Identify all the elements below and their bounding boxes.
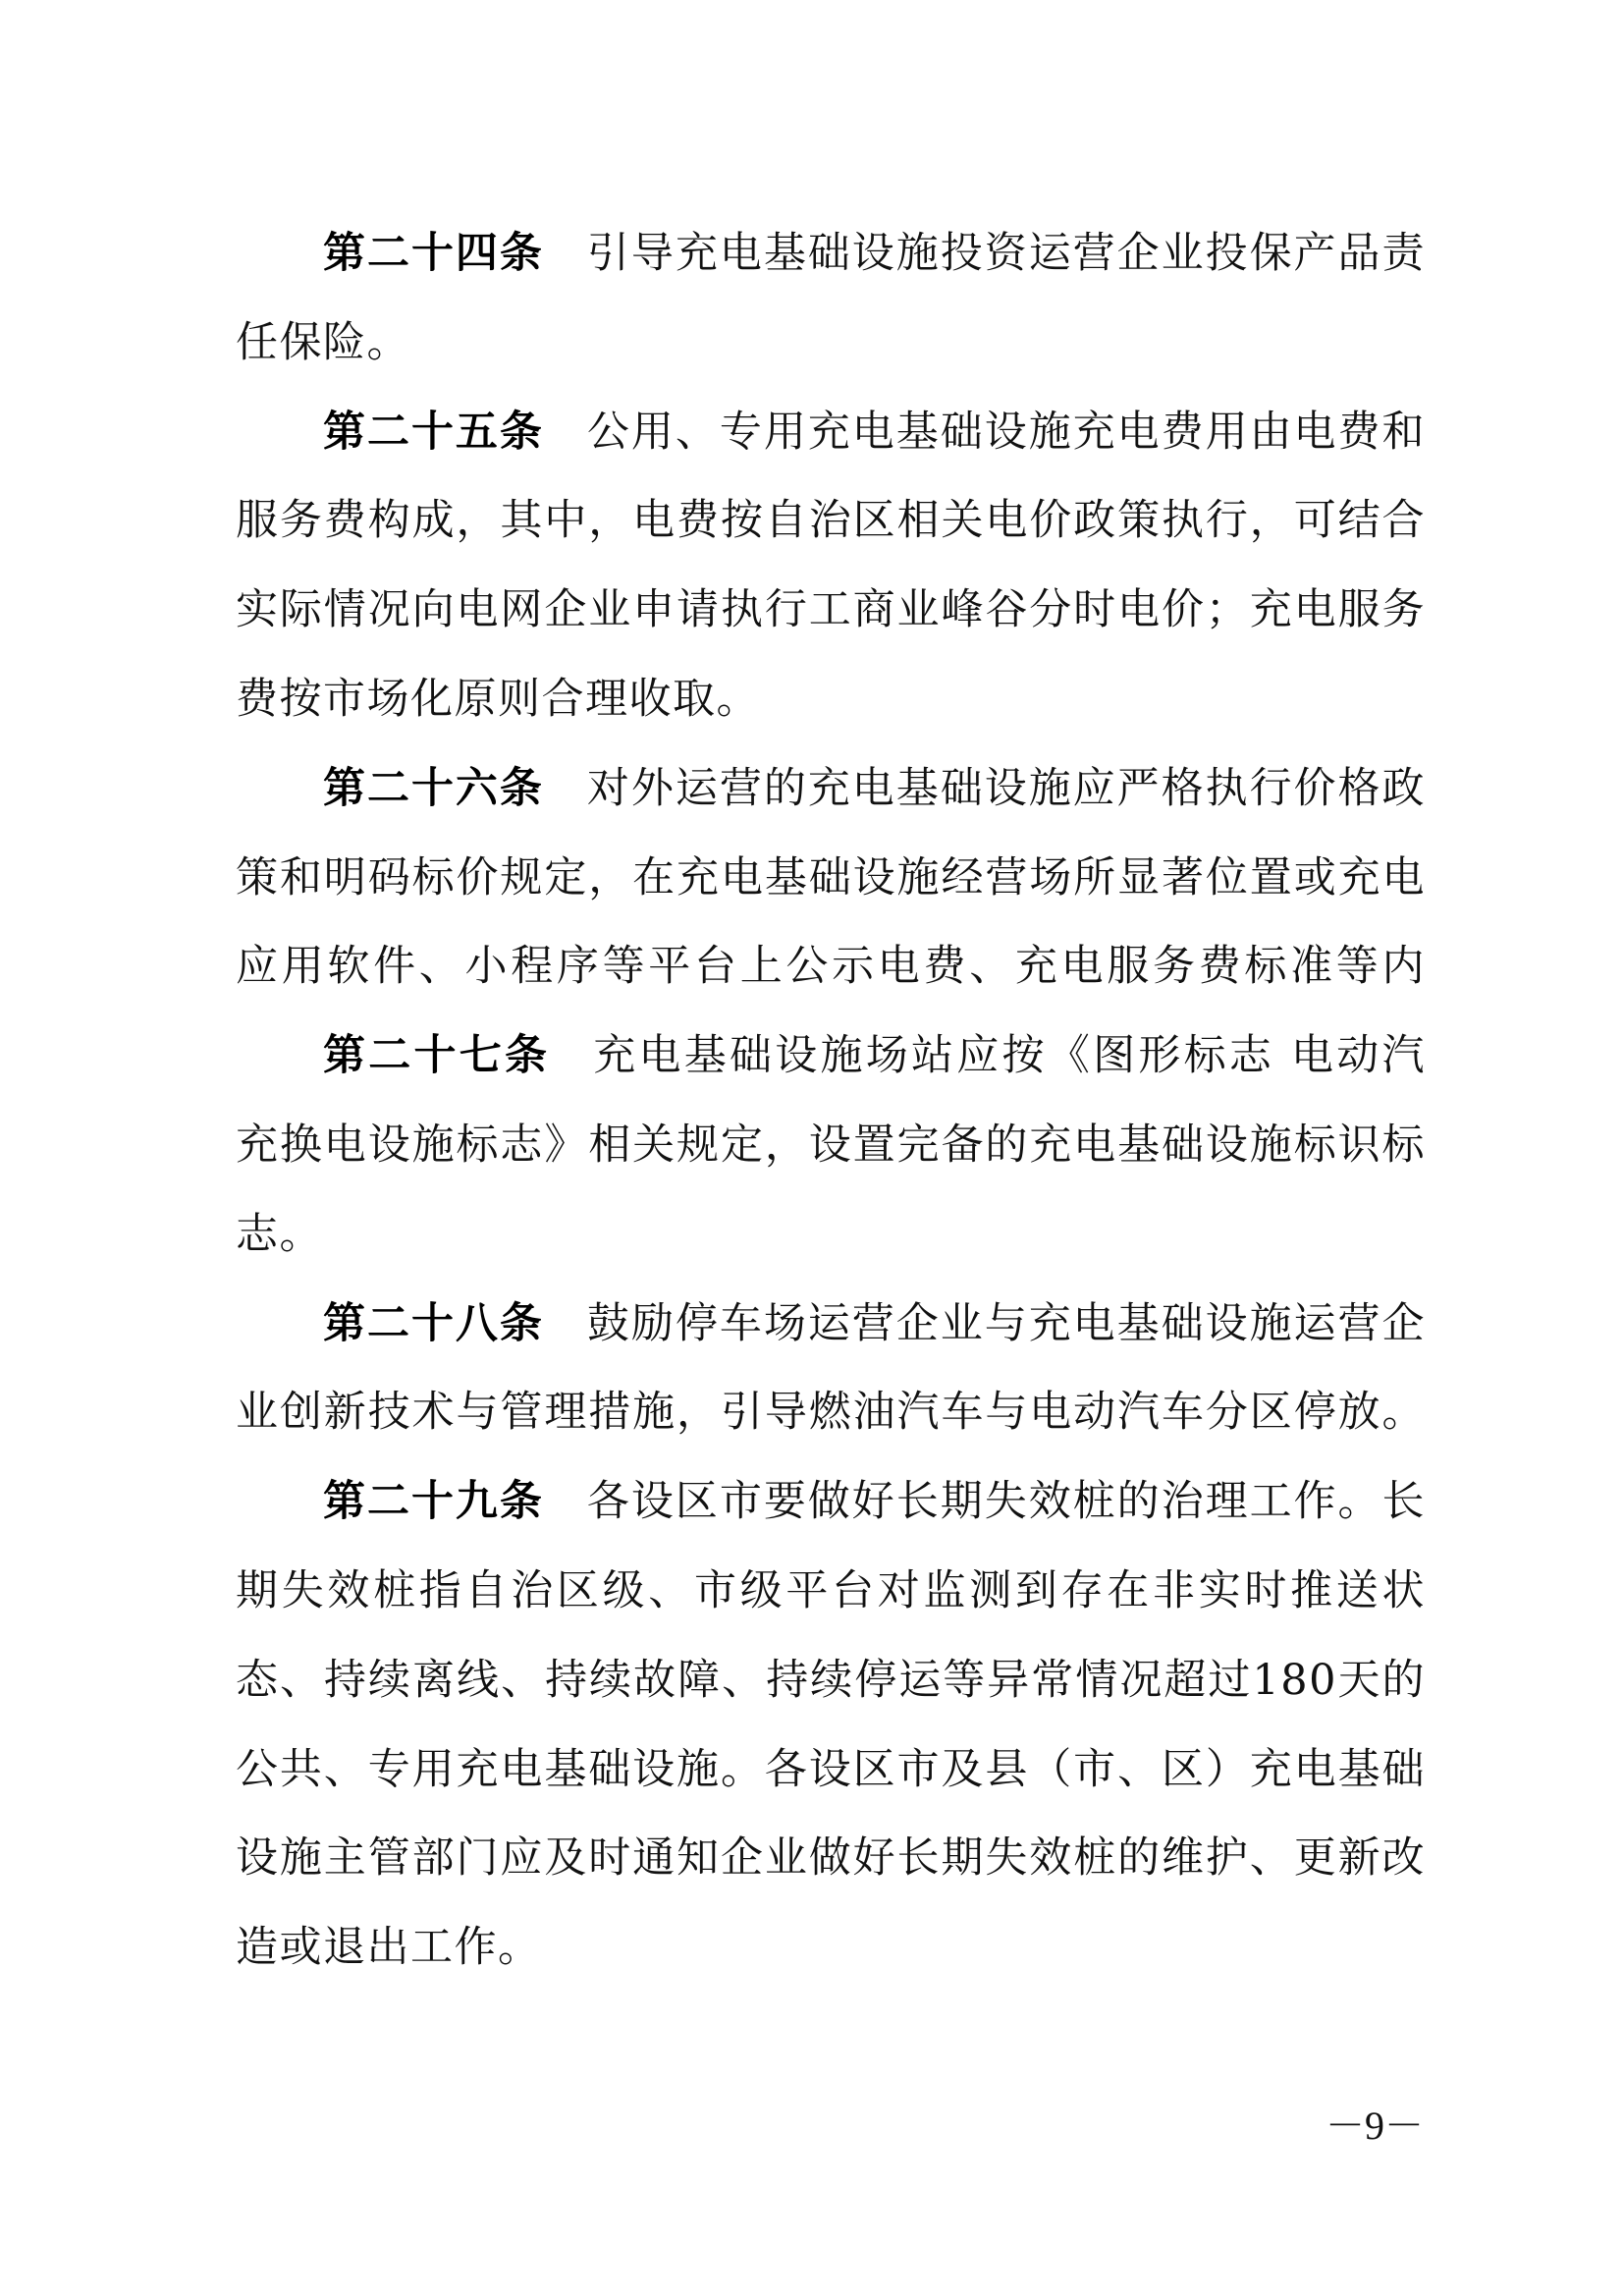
article-first-line — [236, 209, 1426, 299]
article-text-line: 费按市场化原则合理收取。 — [236, 674, 760, 724]
article-text-line: 期失效桩指自治区级、市级平台对监测到存在非实时推送状 — [236, 1565, 1426, 1615]
article-first-line — [236, 388, 1426, 477]
article-text-line: 志。 — [236, 1209, 323, 1259]
article-text-line: 设施主管部门应及时通知企业做好长期失效桩的维护、更新改 — [236, 1833, 1426, 1884]
article-text-line: 充换电设施标志》相关规定，设置完备的充电基础设施标识标 — [236, 1120, 1426, 1170]
article-first-line — [236, 1011, 1426, 1101]
article-text-line: 任保险。 — [236, 317, 410, 367]
article-text-line: 引导充电基础设施投资运营企业投保产品责 — [586, 229, 1426, 278]
article-text-line: 实际情况向电网企业申请执行工商业峰谷分时电价；充电服务 — [236, 585, 1426, 635]
article-text-line: 服务费构成，其中，电费按自治区相关电价政策执行，可结合 — [236, 496, 1426, 546]
article-heading: 第二十六条 — [323, 763, 544, 813]
article-heading: 第二十九条 — [323, 1477, 544, 1527]
article-text-line: 造或退出工作。 — [236, 1923, 542, 1973]
article-27 — [236, 1011, 1426, 1279]
article-28 — [236, 1280, 1426, 1458]
article-text-line: 对外运营的充电基础设施应严格执行价格政 — [586, 763, 1426, 813]
article-heading: 第二十五条 — [323, 407, 544, 457]
article-text-line: 鼓励停车场运营企业与充电基础设施运营企 — [586, 1298, 1426, 1348]
article-heading: 第二十八条 — [323, 1298, 544, 1348]
article-text-line: 公用、专用充电基础设施充电费用由电费和 — [586, 407, 1426, 457]
article-26 — [236, 744, 1426, 1011]
article-24 — [236, 209, 1426, 388]
article-text-line: 公共、专用充电基础设施。各设区市及县（市、区）充电基础 — [236, 1744, 1426, 1794]
article-text-line: 各设区市要做好长期失效桩的治理工作。长 — [586, 1477, 1426, 1527]
article-text-line: 充电基础设施场站应按《图形标志 电动汽 — [593, 1031, 1426, 1081]
document-body — [236, 209, 1426, 1993]
article-first-line — [236, 1457, 1426, 1547]
article-text-line: 态、持续离线、持续故障、持续停运等异常情况超过180天的 — [236, 1655, 1426, 1705]
article-heading: 第二十七条 — [323, 1031, 551, 1081]
article-text-line: 策和明码标价规定，在充电基础设施经营场所显著位置或充电 — [236, 852, 1426, 902]
page-number: －9－ — [1325, 2104, 1424, 2148]
article-29 — [236, 1457, 1426, 1993]
article-first-line — [236, 744, 1426, 834]
article-text-line: 应用软件、小程序等平台上公示电费、充电服务费标准等内 — [236, 942, 1426, 992]
article-25 — [236, 388, 1426, 744]
article-first-line — [236, 1280, 1426, 1369]
article-heading: 第二十四条 — [323, 229, 544, 278]
article-text-line: 业创新技术与管理措施，引导燃油汽车与电动汽车分区停放。 — [236, 1388, 1426, 1438]
